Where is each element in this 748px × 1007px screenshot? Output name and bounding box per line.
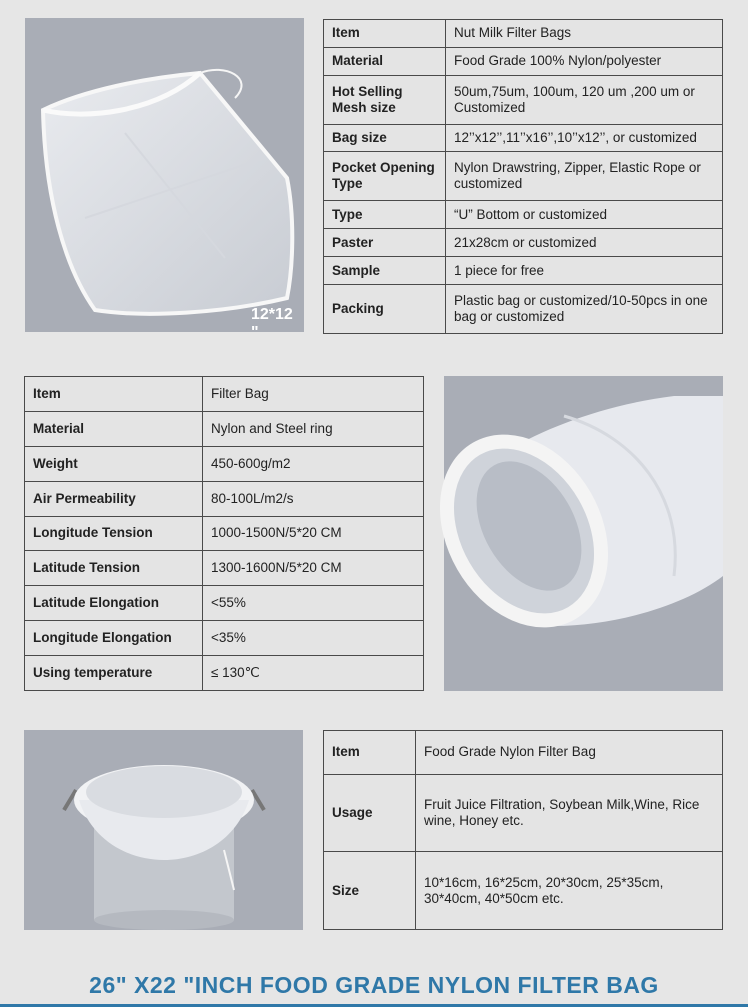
spec-label: Item xyxy=(25,377,203,412)
spec-row xyxy=(324,124,723,152)
spec-label: Weight xyxy=(25,446,203,481)
spec-row xyxy=(25,481,424,516)
spec-row xyxy=(324,75,723,124)
spec-value: <55% xyxy=(203,586,424,621)
spec-label: Usage xyxy=(324,774,416,852)
spec-row xyxy=(324,229,723,257)
spec-value: “U” Bottom or customized xyxy=(446,201,723,229)
spec-label: Sample xyxy=(324,257,446,285)
spec-row xyxy=(324,852,723,930)
spec-row xyxy=(324,284,723,333)
spec-label: Paster xyxy=(324,229,446,257)
spec-row xyxy=(324,20,723,48)
spec-label: Packing xyxy=(324,284,446,333)
size-label: 12*12 " xyxy=(251,306,293,341)
spec-value: Plastic bag or customized/10-50pcs in one bag or customized xyxy=(446,284,723,333)
spec-row xyxy=(25,621,424,656)
spec-value: Nut Milk Filter Bags xyxy=(446,20,723,48)
spec-value: 1 piece for free xyxy=(446,257,723,285)
spec-value: ≤ 130℃ xyxy=(203,656,424,691)
spec-label: Material xyxy=(324,47,446,75)
product-caption: 26" X22 "INCH FOOD GRADE NYLON FILTER BAG xyxy=(89,972,659,998)
spec-label: Latitude Tension xyxy=(25,551,203,586)
spec-label: Using temperature xyxy=(25,656,203,691)
spec-value: 10*16cm, 16*25cm, 20*30cm, 25*35cm, 30*40cm, 40*50cm etc. xyxy=(416,852,723,930)
spec-row xyxy=(324,257,723,285)
spec-value: 50um,75um, 100um, 120 um ,200 um or Customized xyxy=(446,75,723,124)
spec-row xyxy=(25,377,424,412)
spec-row xyxy=(25,656,424,691)
spec-label: Pocket Opening Type xyxy=(324,152,446,201)
spec-label: Longitude Elongation xyxy=(25,621,203,656)
filter-bag-spec-table xyxy=(24,376,424,691)
spec-label: Latitude Elongation xyxy=(25,586,203,621)
nut-milk-bag-spec-table xyxy=(323,19,723,334)
bucket-filter-bag-photo xyxy=(24,730,303,930)
spec-row xyxy=(25,586,424,621)
spec-value: Food Grade 100% Nylon/polyester xyxy=(446,47,723,75)
food-grade-bag-spec-table xyxy=(323,730,723,930)
spec-label: Material xyxy=(25,411,203,446)
spec-row xyxy=(324,731,723,775)
spec-row xyxy=(25,446,424,481)
spec-value: Food Grade Nylon Filter Bag xyxy=(416,731,723,775)
spec-row xyxy=(324,47,723,75)
mesh-bag-illustration xyxy=(25,18,304,332)
ring-bag-illustration xyxy=(444,376,723,691)
spec-label: Size xyxy=(324,852,416,930)
spec-value: 21x28cm or customized xyxy=(446,229,723,257)
spec-row xyxy=(324,774,723,852)
spec-row xyxy=(25,516,424,551)
spec-value: <35% xyxy=(203,621,424,656)
spec-value: Nylon Drawstring, Zipper, Elastic Rope or customized xyxy=(446,152,723,201)
nut-milk-bag-photo xyxy=(25,18,304,341)
spec-label: Item xyxy=(324,731,416,775)
spec-label: Longitude Tension xyxy=(25,516,203,551)
spec-label: Air Permeability xyxy=(25,481,203,516)
spec-value: 80-100L/m2/s xyxy=(203,481,424,516)
spec-value: 1300-1600N/5*20 CM xyxy=(203,551,424,586)
spec-label: Type xyxy=(324,201,446,229)
spec-row xyxy=(25,411,424,446)
spec-value: 450-600g/m2 xyxy=(203,446,424,481)
spec-value: Filter Bag xyxy=(203,377,424,412)
spec-value: Nylon and Steel ring xyxy=(203,411,424,446)
spec-label: Item xyxy=(324,20,446,48)
spec-row xyxy=(324,201,723,229)
spec-value: 12’’x12’’,11’’x16’’,10’’x12’’, or customized xyxy=(446,124,723,152)
bucket-bag-illustration xyxy=(24,730,303,930)
spec-row xyxy=(25,551,424,586)
spec-label: Bag size xyxy=(324,124,446,152)
spec-row xyxy=(324,152,723,201)
spec-value: Fruit Juice Filtration, Soybean Milk,Wine, Rice wine, Honey etc. xyxy=(416,774,723,852)
spec-label: Hot Selling Mesh size xyxy=(324,75,446,124)
ring-filter-bag-photo xyxy=(444,376,723,691)
spec-value: 1000-1500N/5*20 CM xyxy=(203,516,424,551)
